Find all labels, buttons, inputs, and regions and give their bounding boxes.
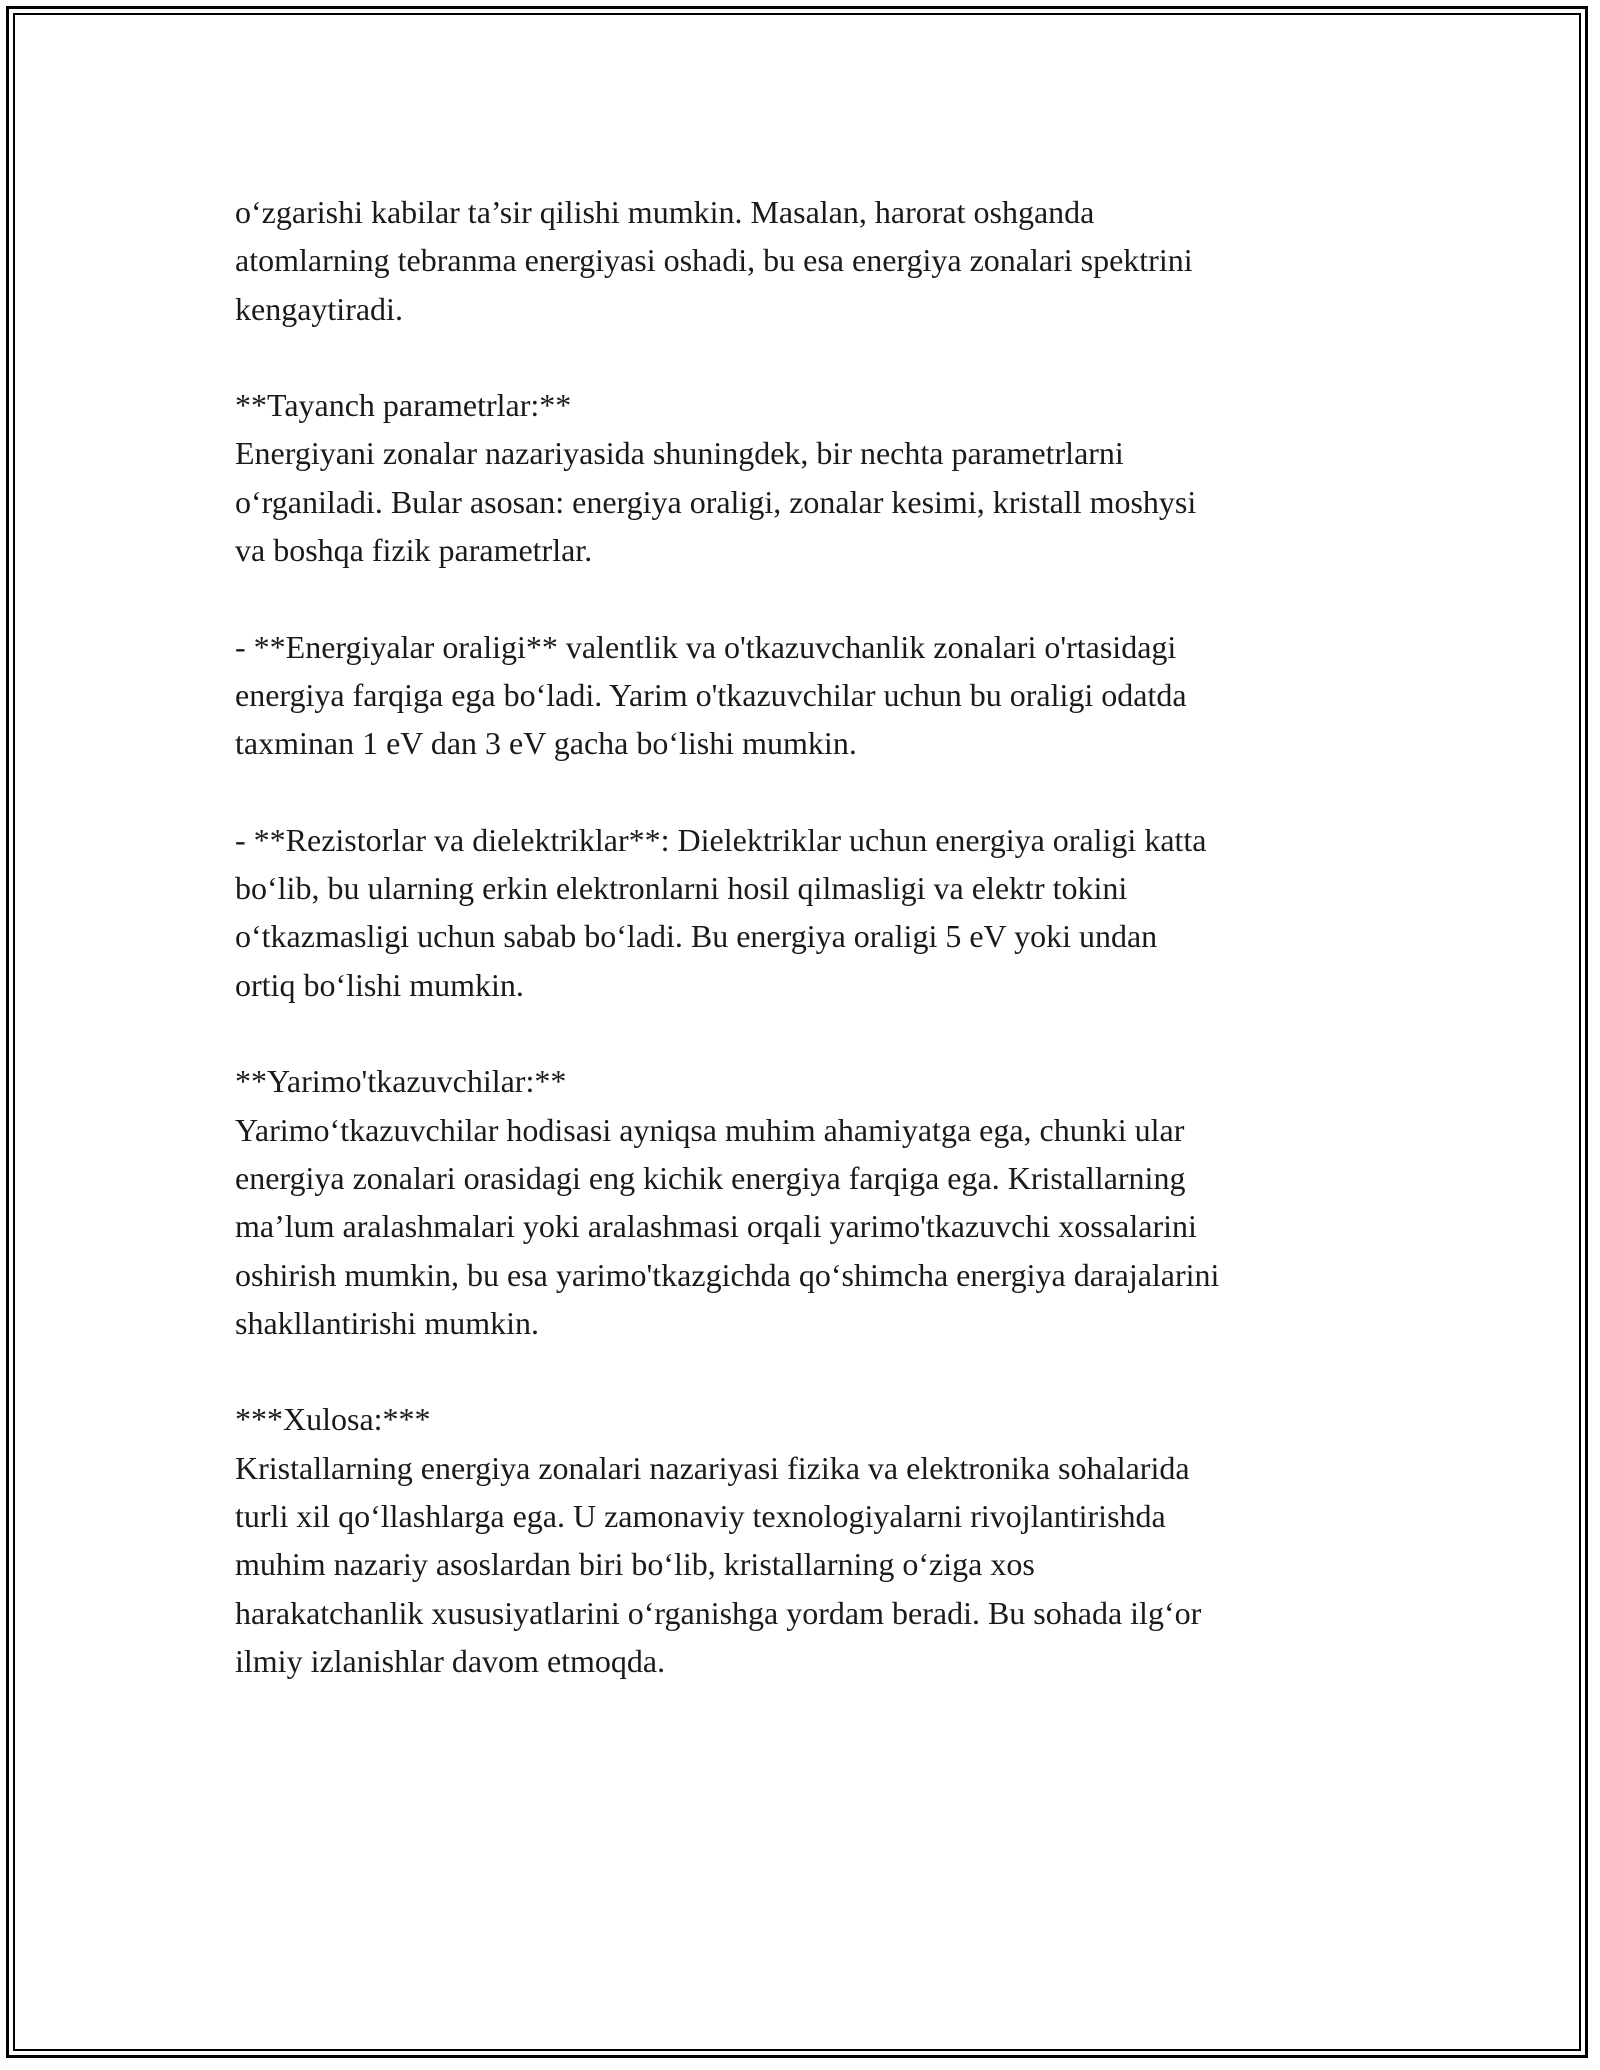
text-line: - **Energiyalar oraligi** valentlik va o'tkazuvchanlik zonalari o'rtasidagi xyxy=(235,628,1177,665)
text-line: va boshqa fizik parametrlar. xyxy=(235,532,593,569)
text-line: o‘rganiladi. Bular asosan: energiya oraligi, zonalar kesimi, kristall moshysi xyxy=(235,483,1197,520)
text-line: Energiyani zonalar nazariyasida shuningdek, bir nechta parametrlarni xyxy=(235,435,1124,472)
document-body xyxy=(235,188,1375,1685)
text-line: Yarimo‘tkazuvchilar hodisasi ayniqsa muhim ahamiyatga ega, chunki ular xyxy=(235,1111,1185,1148)
text-line: o‘tkazmasligi uchun sabab bo‘ladi. Bu energiya oraligi 5 eV yoki undan xyxy=(235,918,1158,955)
text-line: ma’lum aralashmalari yoki aralashmasi orqali yarimo'tkazuvchi xossalarini xyxy=(235,1208,1197,1245)
section-heading: **Yarimo'tkazuvchilar:** xyxy=(235,1063,567,1100)
section-heading: **Tayanch parametrlar:** xyxy=(235,387,572,424)
text-line: energiya farqiga ega bo‘ladi. Yarim o'tkazuvchilar uchun bu oraligi odatda xyxy=(235,676,1187,713)
paragraph xyxy=(235,623,1375,768)
text-line: harakatchanlik xususiyatlarini o‘rganishga yordam beradi. Bu sohada ilg‘or xyxy=(235,1594,1202,1631)
text-line: oshirish mumkin, bu esa yarimo'tkazgichda qo‘shimcha energiya darajalarini xyxy=(235,1256,1220,1293)
paragraph-gap xyxy=(235,333,1375,381)
text-line: bo‘lib, bu ularning erkin elektronlarni hosil qilmasligi va elektr tokini xyxy=(235,870,1128,907)
paragraph xyxy=(235,381,1375,574)
text-line: atomlarning tebranma energiyasi oshadi, bu esa energiya zonalari spektrini xyxy=(235,242,1193,279)
text-line: ilmiy izlanishlar davom etmoqda. xyxy=(235,1642,666,1679)
text-line: shakllantirishi mumkin. xyxy=(235,1304,539,1341)
text-line: muhim nazariy asoslardan biri bo‘lib, kristallarning o‘ziga xos xyxy=(235,1546,1035,1583)
text-line: kengaytiradi. xyxy=(235,290,403,327)
paragraph xyxy=(235,816,1375,1009)
text-line: - **Rezistorlar va dielektriklar**: Dielektriklar uchun energiya oraligi katta xyxy=(235,821,1207,858)
paragraph-gap xyxy=(235,1009,1375,1057)
paragraph-gap xyxy=(235,574,1375,622)
text-line: ortiq bo‘lishi mumkin. xyxy=(235,966,524,1003)
paragraph-gap xyxy=(235,1347,1375,1395)
text-line: taxminan 1 eV dan 3 eV gacha bo‘lishi mumkin. xyxy=(235,725,857,762)
text-line: Kristallarning energiya zonalari nazariyasi fizika va elektronika sohalarida xyxy=(235,1449,1190,1486)
paragraph-gap xyxy=(235,768,1375,816)
text-line: turli xil qo‘llashlarga ega. U zamonaviy texnologiyalarni rivojlantirishda xyxy=(235,1498,1166,1535)
paragraph xyxy=(235,1395,1375,1685)
text-line: o‘zgarishi kabilar ta’sir qilishi mumkin. Masalan, harorat oshganda xyxy=(235,194,1095,230)
paragraph xyxy=(235,1057,1375,1347)
section-heading: ***Xulosa:*** xyxy=(235,1401,431,1438)
paragraph xyxy=(235,188,1375,333)
text-line: energiya zonalari orasidagi eng kichik energiya farqiga ega. Kristallarning xyxy=(235,1159,1186,1196)
